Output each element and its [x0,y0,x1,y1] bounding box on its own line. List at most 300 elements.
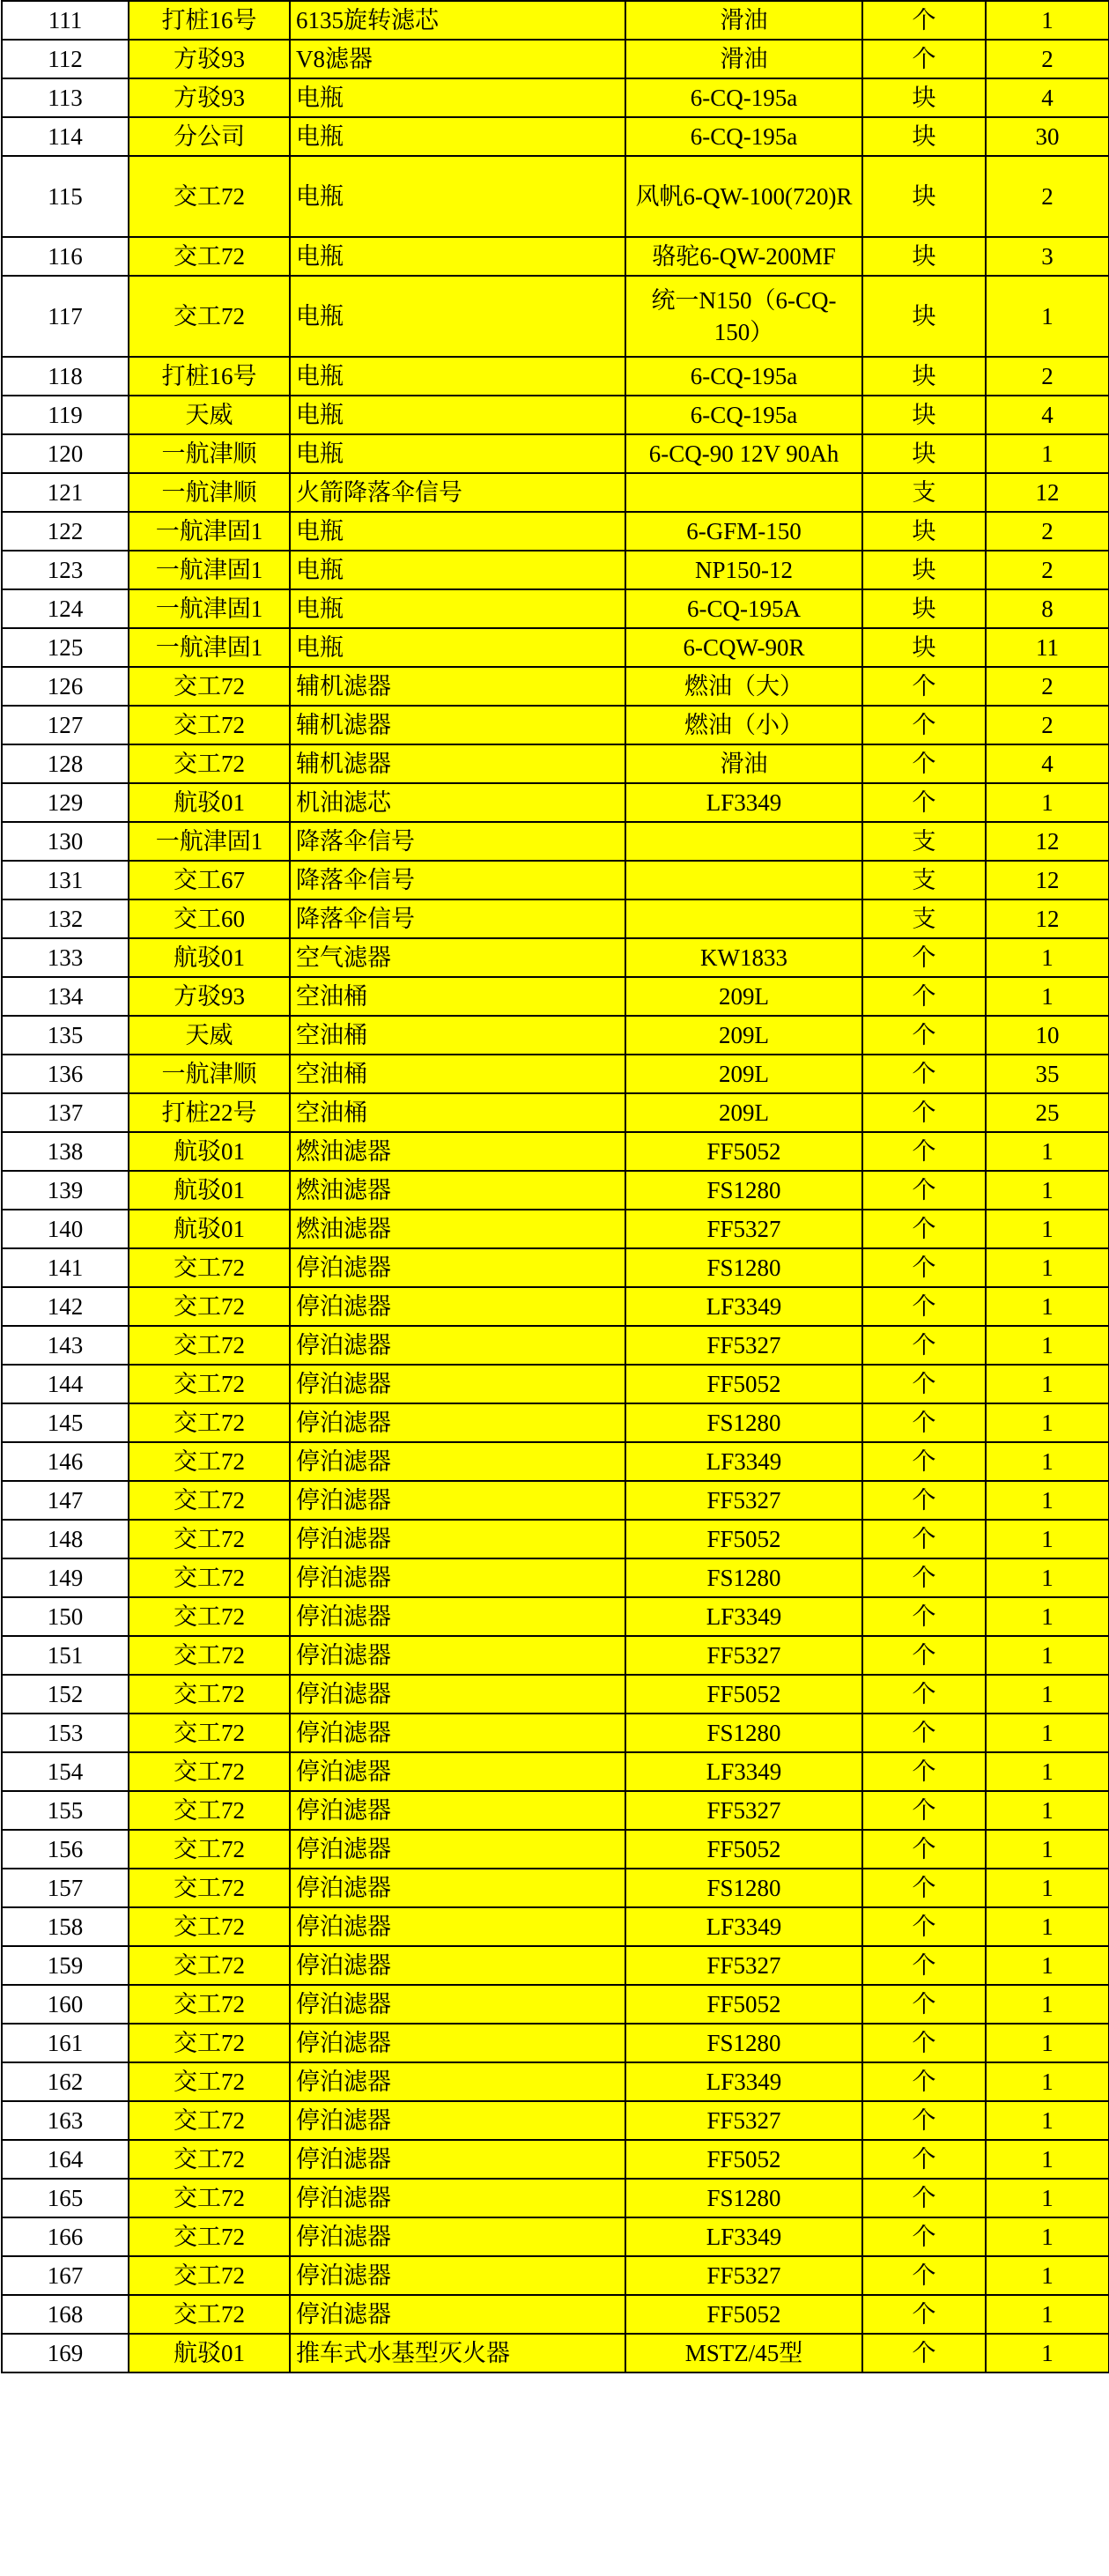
spec-cell: 6-CQ-195a [625,117,862,156]
table-row [2,1248,1109,1287]
ship-name-cell: 交工72 [129,1791,290,1830]
table-row [2,2101,1109,2140]
unit-cell: 块 [862,551,986,589]
ship-name-cell: 交工72 [129,276,290,357]
item-name-cell: 电瓶 [290,117,625,156]
spec-cell: LF3349 [625,783,862,822]
row-number-cell: 154 [2,1752,129,1791]
spec-cell: 燃油（大） [625,667,862,706]
table-row [2,667,1109,706]
item-name-cell: 辅机滤器 [290,706,625,744]
table-row [2,1442,1109,1481]
item-name-cell: 机油滤芯 [290,783,625,822]
table-row [2,1791,1109,1830]
item-name-cell: 停泊滤器 [290,1442,625,1481]
quantity-cell: 3 [986,237,1109,276]
quantity-cell: 12 [986,899,1109,938]
spec-cell: FF5052 [625,1132,862,1171]
item-name-cell: 电瓶 [290,237,625,276]
row-number-cell: 115 [2,156,129,237]
quantity-cell: 1 [986,2179,1109,2217]
row-number-cell: 132 [2,899,129,938]
ship-name-cell: 方驳93 [129,78,290,117]
ship-name-cell: 一航津固1 [129,512,290,551]
unit-cell: 个 [862,1752,986,1791]
unit-cell: 块 [862,237,986,276]
table-row [2,2256,1109,2295]
unit-cell: 块 [862,357,986,396]
ship-name-cell: 航驳01 [129,1171,290,1210]
ship-name-cell: 交工67 [129,861,290,899]
ship-name-cell: 交工72 [129,2140,290,2179]
unit-cell: 个 [862,706,986,744]
spec-cell: FF5327 [625,2101,862,2140]
spec-cell [625,861,862,899]
item-name-cell: 电瓶 [290,551,625,589]
item-name-cell: 电瓶 [290,357,625,396]
spec-cell: FS1280 [625,1403,862,1442]
quantity-cell: 1 [986,1946,1109,1985]
quantity-cell: 1 [986,1132,1109,1171]
spec-cell: FS1280 [625,1248,862,1287]
row-number-cell: 144 [2,1365,129,1403]
spec-cell: 6-CQ-195A [625,589,862,628]
spec-cell: FS1280 [625,2024,862,2062]
ship-name-cell: 打桩22号 [129,1093,290,1132]
row-number-cell: 125 [2,628,129,667]
table-row [2,2334,1109,2372]
table-row [2,1403,1109,1442]
spec-cell: FS1280 [625,1714,862,1752]
ship-name-cell: 交工72 [129,1558,290,1597]
unit-cell: 个 [862,2334,986,2372]
unit-cell: 个 [862,1830,986,1869]
spec-cell: FF5052 [625,1675,862,1714]
unit-cell: 支 [862,473,986,512]
spec-cell: FF5327 [625,1791,862,1830]
spec-cell: NP150-12 [625,551,862,589]
ship-name-cell: 一航津顺 [129,1055,290,1093]
row-number-cell: 123 [2,551,129,589]
spec-cell: 209L [625,1055,862,1093]
table-row [2,551,1109,589]
row-number-cell: 129 [2,783,129,822]
spec-cell: LF3349 [625,1752,862,1791]
table-row [2,1055,1109,1093]
quantity-cell: 1 [986,2295,1109,2334]
quantity-cell: 1 [986,1752,1109,1791]
table-row [2,628,1109,667]
spec-cell: 6-CQ-195a [625,396,862,434]
row-number-cell: 111 [2,1,129,40]
ship-name-cell: 交工72 [129,2024,290,2062]
ship-name-cell: 一航津固1 [129,628,290,667]
item-name-cell: V8滤器 [290,40,625,78]
ship-name-cell: 交工72 [129,744,290,783]
quantity-cell: 1 [986,1442,1109,1481]
ship-name-cell: 一航津固1 [129,551,290,589]
spec-cell: FS1280 [625,1171,862,1210]
item-name-cell: 停泊滤器 [290,2101,625,2140]
ship-name-cell: 一航津顺 [129,473,290,512]
row-number-cell: 166 [2,2217,129,2256]
unit-cell: 个 [862,667,986,706]
quantity-cell: 12 [986,861,1109,899]
item-name-cell: 电瓶 [290,396,625,434]
item-name-cell: 停泊滤器 [290,1326,625,1365]
row-number-cell: 163 [2,2101,129,2140]
table-row [2,1520,1109,1558]
item-name-cell: 6135旋转滤芯 [290,1,625,40]
item-name-cell: 停泊滤器 [290,2217,625,2256]
quantity-cell: 2 [986,40,1109,78]
ship-name-cell: 交工72 [129,1248,290,1287]
spec-cell [625,822,862,861]
ship-name-cell: 方驳93 [129,40,290,78]
spec-cell: 209L [625,1016,862,1055]
spec-cell: 6-CQ-195a [625,78,862,117]
quantity-cell: 1 [986,1830,1109,1869]
row-number-cell: 155 [2,1791,129,1830]
item-name-cell: 电瓶 [290,276,625,357]
item-name-cell: 燃油滤器 [290,1132,625,1171]
spec-cell: 6-CQ-90 12V 90Ah [625,434,862,473]
ship-name-cell: 交工72 [129,1442,290,1481]
table-row [2,1,1109,40]
row-number-cell: 116 [2,237,129,276]
unit-cell: 个 [862,2024,986,2062]
spec-cell: FF5052 [625,1830,862,1869]
table-row [2,822,1109,861]
item-name-cell: 降落伞信号 [290,899,625,938]
quantity-cell: 1 [986,2101,1109,2140]
table-row [2,1016,1109,1055]
unit-cell: 个 [862,2217,986,2256]
quantity-cell: 1 [986,1365,1109,1403]
unit-cell: 个 [862,1442,986,1481]
unit-cell: 块 [862,276,986,357]
row-number-cell: 167 [2,2256,129,2295]
ship-name-cell: 交工60 [129,899,290,938]
ship-name-cell: 一航津顺 [129,434,290,473]
ship-name-cell: 交工72 [129,1675,290,1714]
item-name-cell: 降落伞信号 [290,861,625,899]
unit-cell: 个 [862,1287,986,1326]
quantity-cell: 1 [986,1985,1109,2024]
row-number-cell: 126 [2,667,129,706]
table-row [2,706,1109,744]
row-number-cell: 131 [2,861,129,899]
table-row [2,2024,1109,2062]
ship-name-cell: 交工72 [129,2256,290,2295]
unit-cell: 个 [862,1558,986,1597]
ship-name-cell: 交工72 [129,1946,290,1985]
spec-cell: KW1833 [625,938,862,977]
ship-name-cell: 交工72 [129,667,290,706]
row-number-cell: 153 [2,1714,129,1752]
ship-name-cell: 交工72 [129,1481,290,1520]
unit-cell: 个 [862,1675,986,1714]
ship-name-cell: 一航津固1 [129,589,290,628]
quantity-cell: 2 [986,156,1109,237]
ship-name-cell: 交工72 [129,237,290,276]
table-row [2,2179,1109,2217]
item-name-cell: 空气滤器 [290,938,625,977]
unit-cell: 个 [862,1248,986,1287]
row-number-cell: 118 [2,357,129,396]
ship-name-cell: 交工72 [129,1365,290,1403]
quantity-cell: 1 [986,1287,1109,1326]
unit-cell: 支 [862,861,986,899]
unit-cell: 支 [862,899,986,938]
unit-cell: 个 [862,2062,986,2101]
table-row [2,1365,1109,1403]
row-number-cell: 136 [2,1055,129,1093]
table-row [2,40,1109,78]
table-row [2,2140,1109,2179]
ship-name-cell: 交工72 [129,156,290,237]
quantity-cell: 30 [986,117,1109,156]
spec-cell: FF5052 [625,1985,862,2024]
table-row [2,783,1109,822]
row-number-cell: 122 [2,512,129,551]
spec-cell: FF5052 [625,1365,862,1403]
unit-cell: 个 [862,1403,986,1442]
quantity-cell: 1 [986,2140,1109,2179]
ship-name-cell: 交工72 [129,1830,290,1869]
table-row [2,2217,1109,2256]
row-number-cell: 135 [2,1016,129,1055]
quantity-cell: 1 [986,1869,1109,1907]
row-number-cell: 133 [2,938,129,977]
table-row [2,589,1109,628]
spec-cell: FF5327 [625,1636,862,1675]
item-name-cell: 燃油滤器 [290,1210,625,1248]
ship-name-cell: 交工72 [129,2101,290,2140]
quantity-cell: 1 [986,2217,1109,2256]
row-number-cell: 158 [2,1907,129,1946]
unit-cell: 块 [862,589,986,628]
unit-cell: 个 [862,744,986,783]
spec-cell: FF5327 [625,2256,862,2295]
ship-name-cell: 天威 [129,1016,290,1055]
spec-cell: FF5052 [625,1520,862,1558]
unit-cell: 个 [862,1907,986,1946]
quantity-cell: 1 [986,2024,1109,2062]
item-name-cell: 电瓶 [290,628,625,667]
item-name-cell: 停泊滤器 [290,2062,625,2101]
unit-cell: 块 [862,434,986,473]
spec-cell: 6-CQW-90R [625,628,862,667]
row-number-cell: 169 [2,2334,129,2372]
quantity-cell: 12 [986,473,1109,512]
item-name-cell: 停泊滤器 [290,1907,625,1946]
unit-cell: 支 [862,822,986,861]
item-name-cell: 电瓶 [290,512,625,551]
table-row [2,977,1109,1016]
unit-cell: 个 [862,1636,986,1675]
unit-cell: 块 [862,156,986,237]
quantity-cell: 1 [986,1558,1109,1597]
ship-name-cell: 方驳93 [129,977,290,1016]
ship-name-cell: 交工72 [129,2295,290,2334]
quantity-cell: 1 [986,1403,1109,1442]
item-name-cell: 空油桶 [290,1016,625,1055]
quantity-cell: 1 [986,1520,1109,1558]
row-number-cell: 140 [2,1210,129,1248]
item-name-cell: 火箭降落伞信号 [290,473,625,512]
spec-cell: LF3349 [625,2217,862,2256]
row-number-cell: 145 [2,1403,129,1442]
row-number-cell: 119 [2,396,129,434]
quantity-cell: 1 [986,2256,1109,2295]
quantity-cell: 1 [986,1481,1109,1520]
item-name-cell: 燃油滤器 [290,1171,625,1210]
spec-cell: LF3349 [625,1287,862,1326]
unit-cell: 个 [862,977,986,1016]
quantity-cell: 12 [986,822,1109,861]
ship-name-cell: 交工72 [129,1869,290,1907]
item-name-cell: 停泊滤器 [290,1636,625,1675]
quantity-cell: 1 [986,1171,1109,1210]
spec-cell: 统一N150（6-CQ-150） [625,276,862,357]
item-name-cell: 停泊滤器 [290,2295,625,2334]
quantity-cell: 1 [986,1675,1109,1714]
spec-cell [625,473,862,512]
table-row [2,1752,1109,1791]
ship-name-cell: 交工72 [129,1597,290,1636]
row-number-cell: 142 [2,1287,129,1326]
ship-name-cell: 交工72 [129,1985,290,2024]
unit-cell: 块 [862,78,986,117]
ship-name-cell: 交工72 [129,2179,290,2217]
unit-cell: 个 [862,1132,986,1171]
item-name-cell: 停泊滤器 [290,2256,625,2295]
spec-cell: 滑油 [625,40,862,78]
table-row [2,899,1109,938]
unit-cell: 个 [862,783,986,822]
item-name-cell: 电瓶 [290,589,625,628]
item-name-cell: 停泊滤器 [290,2024,625,2062]
item-name-cell: 停泊滤器 [290,1597,625,1636]
row-number-cell: 113 [2,78,129,117]
unit-cell: 个 [862,1481,986,1520]
row-number-cell: 127 [2,706,129,744]
quantity-cell: 11 [986,628,1109,667]
table-row [2,117,1109,156]
table-row [2,861,1109,899]
quantity-cell: 35 [986,1055,1109,1093]
table-row [2,1714,1109,1752]
spec-cell: MSTZ/45型 [625,2334,862,2372]
spec-cell: FF5327 [625,1326,862,1365]
table-row [2,1132,1109,1171]
item-name-cell: 电瓶 [290,434,625,473]
table-row [2,1830,1109,1869]
quantity-cell: 1 [986,783,1109,822]
item-name-cell: 停泊滤器 [290,1287,625,1326]
item-name-cell: 停泊滤器 [290,1714,625,1752]
ship-name-cell: 打桩16号 [129,1,290,40]
table-row [2,2062,1109,2101]
table-row [2,744,1109,783]
quantity-cell: 1 [986,1791,1109,1830]
quantity-cell: 10 [986,1016,1109,1055]
ship-name-cell: 打桩16号 [129,357,290,396]
inventory-table-body [2,1,1109,2372]
item-name-cell: 停泊滤器 [290,1365,625,1403]
table-row [2,1171,1109,1210]
table-row [2,938,1109,977]
unit-cell: 个 [862,1210,986,1248]
table-row [2,396,1109,434]
table-row [2,1326,1109,1365]
table-row [2,1869,1109,1907]
table-row [2,78,1109,117]
row-number-cell: 157 [2,1869,129,1907]
unit-cell: 个 [862,1714,986,1752]
unit-cell: 块 [862,117,986,156]
item-name-cell: 辅机滤器 [290,744,625,783]
item-name-cell: 停泊滤器 [290,1520,625,1558]
unit-cell: 个 [862,1326,986,1365]
ship-name-cell: 交工72 [129,1714,290,1752]
unit-cell: 块 [862,628,986,667]
ship-name-cell: 交工72 [129,1907,290,1946]
ship-name-cell: 交工72 [129,706,290,744]
unit-cell: 个 [862,1055,986,1093]
ship-name-cell: 航驳01 [129,2334,290,2372]
row-number-cell: 160 [2,1985,129,2024]
row-number-cell: 164 [2,2140,129,2179]
table-row [2,276,1109,357]
spec-cell: 滑油 [625,1,862,40]
item-name-cell: 停泊滤器 [290,1791,625,1830]
row-number-cell: 124 [2,589,129,628]
ship-name-cell: 交工72 [129,1403,290,1442]
table-row [2,1907,1109,1946]
spec-cell: LF3349 [625,1442,862,1481]
inventory-table [1,0,1109,2373]
quantity-cell: 8 [986,589,1109,628]
quantity-cell: 1 [986,1714,1109,1752]
row-number-cell: 149 [2,1558,129,1597]
item-name-cell: 空油桶 [290,1055,625,1093]
table-row [2,1597,1109,1636]
ship-name-cell: 交工72 [129,1520,290,1558]
spec-cell: 6-GFM-150 [625,512,862,551]
row-number-cell: 141 [2,1248,129,1287]
unit-cell: 个 [862,2140,986,2179]
row-number-cell: 128 [2,744,129,783]
row-number-cell: 143 [2,1326,129,1365]
unit-cell: 个 [862,40,986,78]
quantity-cell: 2 [986,512,1109,551]
row-number-cell: 112 [2,40,129,78]
quantity-cell: 4 [986,396,1109,434]
unit-cell: 个 [862,1365,986,1403]
row-number-cell: 161 [2,2024,129,2062]
quantity-cell: 1 [986,2062,1109,2101]
spec-cell: FS1280 [625,1869,862,1907]
item-name-cell: 停泊滤器 [290,1403,625,1442]
quantity-cell: 1 [986,1210,1109,1248]
row-number-cell: 150 [2,1597,129,1636]
spec-cell: 209L [625,977,862,1016]
row-number-cell: 152 [2,1675,129,1714]
ship-name-cell: 航驳01 [129,938,290,977]
quantity-cell: 2 [986,667,1109,706]
